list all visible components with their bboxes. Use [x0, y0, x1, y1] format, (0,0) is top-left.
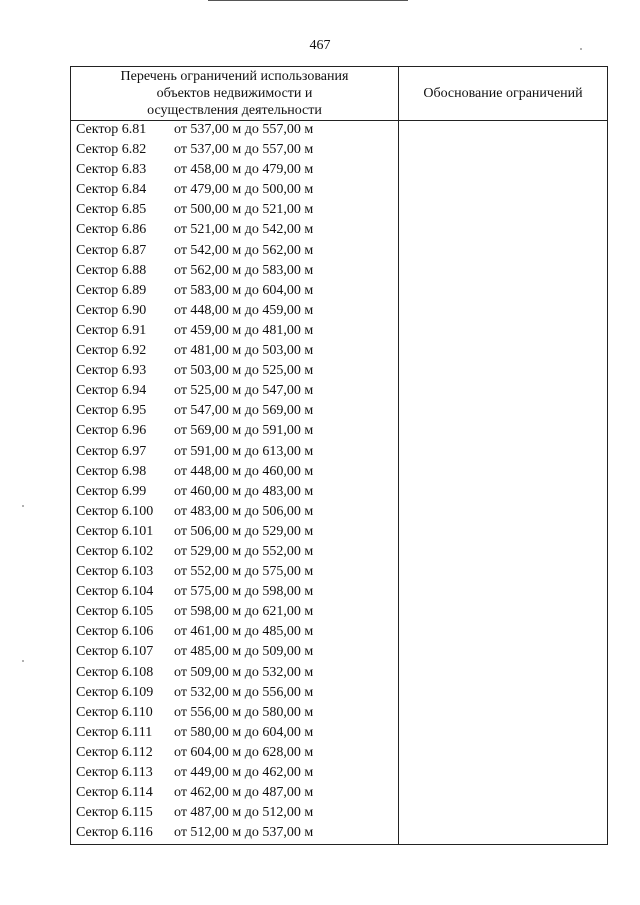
height-range: от 462,00 м до 487,00 м: [174, 785, 314, 801]
sector-name: Сектор 6.102: [76, 543, 154, 559]
height-range: от 583,00 м до 604,00 м: [174, 282, 314, 298]
sector-name: Сектор 6.110: [76, 704, 153, 720]
height-range: от 448,00 м до 459,00 м: [174, 302, 314, 318]
restrictions-table: [70, 66, 608, 845]
table-row: [71, 463, 398, 483]
header-restrictions-list: [71, 67, 398, 120]
header-line: объектов недвижимости и: [156, 86, 313, 101]
height-range: от 575,00 м до 598,00 м: [174, 584, 314, 600]
sector-name: Сектор 6.81: [76, 122, 147, 137]
table-row: [71, 623, 398, 643]
table-row: [71, 724, 398, 744]
table-row: [71, 824, 398, 844]
table-row: [71, 221, 398, 241]
sector-name: Сектор 6.115: [76, 805, 153, 821]
height-range: от 500,00 м до 521,00 м: [174, 202, 314, 218]
height-range: от 481,00 м до 503,00 м: [174, 343, 314, 359]
sector-name: Сектор 6.84: [76, 182, 147, 198]
height-range: от 537,00 м до 557,00 м: [174, 122, 314, 137]
height-range: от 503,00 м до 525,00 м: [174, 363, 314, 379]
table-row: [71, 161, 398, 181]
table-row: [71, 382, 398, 402]
height-range: от 458,00 м до 479,00 м: [174, 162, 314, 178]
sector-name: Сектор 6.96: [76, 423, 147, 439]
sector-name: Сектор 6.99: [76, 483, 147, 499]
scan-speck: [22, 505, 24, 507]
sector-name: Сектор 6.101: [76, 523, 154, 539]
height-range: от 542,00 м до 562,00 м: [174, 242, 314, 258]
table-row: [71, 784, 398, 804]
sector-name: Сектор 6.97: [76, 443, 147, 459]
height-range: от 449,00 м до 462,00 м: [174, 765, 314, 780]
height-range: от 460,00 м до 483,00 м: [174, 483, 314, 499]
height-range: от 509,00 м до 532,00 м: [174, 664, 314, 680]
sector-name: Сектор 6.86: [76, 222, 147, 238]
sector-name: Сектор 6.108: [76, 664, 154, 680]
sector-name: Сектор 6.88: [76, 262, 147, 278]
sector-name: Сектор 6.103: [76, 564, 154, 580]
table-row: [71, 242, 398, 262]
sector-name: Сектор 6.111: [76, 724, 153, 740]
sector-name: Сектор 6.87: [76, 242, 147, 258]
table-row: [71, 181, 398, 201]
height-range: от 459,00 м до 481,00 м: [174, 322, 314, 338]
sector-name: Сектор 6.106: [76, 624, 154, 640]
height-range: от 529,00 м до 552,00 м: [174, 543, 314, 559]
height-range: от 537,00 м до 557,00 м: [174, 142, 314, 158]
table-body: [71, 121, 398, 844]
height-range: от 562,00 м до 583,00 м: [174, 262, 314, 278]
height-range: от 604,00 м до 628,00 м: [174, 744, 314, 760]
table-row: [71, 643, 398, 663]
sector-name: Сектор 6.89: [76, 282, 147, 298]
sector-name: Сектор 6.83: [76, 162, 147, 178]
table-row: [71, 443, 398, 463]
height-range: от 512,00 м до 537,00 м: [174, 825, 314, 841]
height-range: от 483,00 м до 506,00 м: [174, 503, 314, 519]
table-row: [71, 121, 398, 141]
table-row: [71, 543, 398, 563]
table-row: [71, 201, 398, 221]
table-row: [71, 764, 398, 784]
height-range: от 591,00 м до 613,00 м: [174, 443, 314, 459]
sector-name: Сектор 6.94: [76, 383, 147, 399]
table-row: [71, 483, 398, 503]
table-row: [71, 684, 398, 704]
height-range: от 547,00 м до 569,00 м: [174, 403, 314, 419]
sector-name: Сектор 6.107: [76, 644, 154, 660]
table-row: [71, 262, 398, 282]
sector-name: Сектор 6.100: [76, 503, 154, 519]
sector-name: Сектор 6.93: [76, 363, 147, 379]
table-row: [71, 322, 398, 342]
height-range: от 598,00 м до 621,00 м: [174, 604, 314, 620]
table-row: [71, 422, 398, 442]
table-row: [71, 664, 398, 684]
header-justification: Обоснование ограничений: [423, 85, 583, 101]
top-rule: [208, 0, 408, 1]
height-range: от 521,00 м до 542,00 м: [174, 222, 314, 238]
sector-name: Сектор 6.95: [76, 403, 147, 419]
table-row: [71, 804, 398, 824]
height-range: от 556,00 м до 580,00 м: [174, 704, 314, 720]
height-range: от 525,00 м до 547,00 м: [174, 383, 314, 399]
height-range: от 479,00 м до 500,00 м: [174, 182, 314, 198]
column-divider: [398, 67, 399, 844]
scan-speck: [580, 48, 582, 50]
sector-name: Сектор 6.113: [76, 765, 153, 780]
sector-name: Сектор 6.92: [76, 343, 147, 359]
sector-name: Сектор 6.116: [76, 825, 153, 841]
sector-name: Сектор 6.98: [76, 463, 147, 479]
sector-name: Сектор 6.82: [76, 142, 147, 158]
scan-speck: [22, 660, 24, 662]
table-row: [71, 342, 398, 362]
height-range: от 552,00 м до 575,00 м: [174, 564, 314, 580]
height-range: от 461,00 м до 485,00 м: [174, 624, 314, 640]
sector-name: Сектор 6.109: [76, 684, 154, 700]
page-number: 467: [309, 38, 331, 53]
table-row: [71, 744, 398, 764]
table-row: [71, 141, 398, 161]
sector-name: Сектор 6.112: [76, 744, 153, 760]
table-row: [71, 503, 398, 523]
sector-name: Сектор 6.104: [76, 584, 154, 600]
sector-name: Сектор 6.105: [76, 604, 154, 620]
table-row: [71, 523, 398, 543]
height-range: от 580,00 м до 604,00 м: [174, 724, 314, 740]
height-range: от 448,00 м до 460,00 м: [174, 463, 314, 479]
sector-name: Сектор 6.114: [76, 785, 153, 801]
sector-name: Сектор 6.90: [76, 302, 147, 318]
table-row: [71, 583, 398, 603]
table-row: [71, 282, 398, 302]
height-range: от 532,00 м до 556,00 м: [174, 684, 314, 700]
sector-name: Сектор 6.91: [76, 322, 147, 338]
header-line: Перечень ограничений использования: [120, 69, 349, 84]
table-row: [71, 704, 398, 724]
height-range: от 487,00 м до 512,00 м: [174, 805, 314, 821]
height-range: от 569,00 м до 591,00 м: [174, 423, 314, 439]
table-row: [71, 603, 398, 623]
height-range: от 485,00 м до 509,00 м: [174, 644, 314, 660]
table-row: [71, 402, 398, 422]
sector-name: Сектор 6.85: [76, 202, 147, 218]
table-row: [71, 362, 398, 382]
height-range: от 506,00 м до 529,00 м: [174, 523, 314, 539]
header-line: осуществления деятельности: [147, 103, 322, 118]
table-row: [71, 302, 398, 322]
table-row: [71, 563, 398, 583]
